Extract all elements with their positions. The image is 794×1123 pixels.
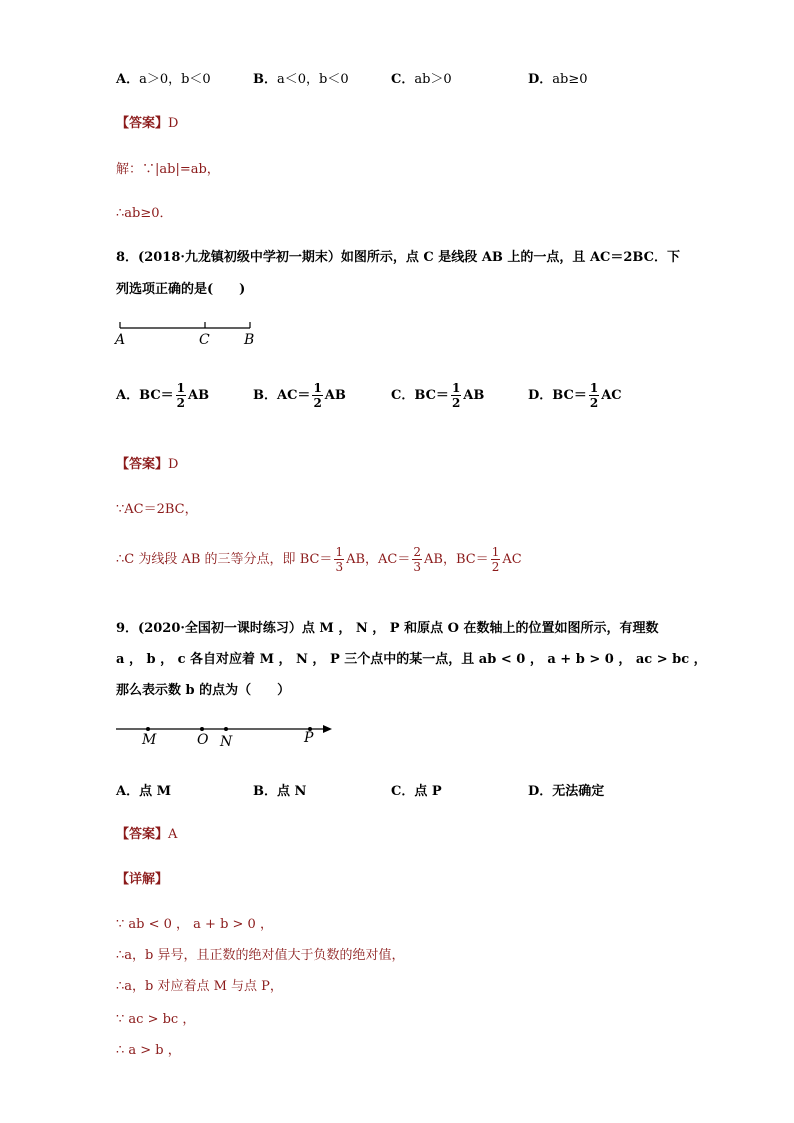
q8-stem-line-1: 8．(2018·九龙镇初级中学初一期末）如图所示，点 C 是线段 AB 上的一点，且 AC＝2BC．下 (116, 250, 681, 265)
point-label-a: A (115, 332, 126, 348)
q9-option-a: A．点 M (116, 784, 172, 799)
point-m (146, 727, 150, 731)
q7-option-b: B．a＜0，b＜0 (253, 72, 349, 87)
q9-detail-line-1: ∵ ab < 0 ， a + b > 0 ， (116, 917, 273, 932)
point-label-p: P (304, 730, 314, 746)
q9-stem-line-3: 那么表示数 b 的点为（ ） (116, 683, 291, 698)
q8-option-d: D．BC＝ $\frac{1}{2}$ AC (528, 381, 622, 410)
q7-option-d: D．ab≥0 (528, 72, 588, 87)
point-label-m: M (142, 732, 157, 748)
q8-option-a: A．BC＝ $\frac{1}{2}$ AB (116, 381, 210, 410)
q9-stem-line-2: a ， b ， c 各自对应着 M ， N ， P 三个点中的某一点，且 ab < 0 ， a + b > 0 ， ac > bc ， (116, 652, 707, 667)
q7-option-c: C．ab＞0 (391, 72, 452, 87)
q9-option-b: B．点 N (253, 784, 307, 799)
point-label-c: C (199, 332, 210, 348)
q8-option-c: C．BC＝ $\frac{1}{2}$ AB (391, 381, 485, 410)
q8-answer: 【答案】D (116, 457, 179, 472)
q9-answer: 【答案】A (116, 827, 178, 842)
q8-solution-line-2: ∴C 为线段 AB 的三等分点，即 BC＝ $\frac{1}{3}$ AB，AC＝ $\frac{2}{3}$ AB，BC＝ $\frac{1}{2}$ AC (116, 545, 522, 574)
point-o (200, 727, 204, 731)
q8-stem-line-2: 列选项正确的是( ) (116, 282, 246, 297)
q7-option-a: A．a＞0，b＜0 (116, 72, 211, 87)
q7-solution-line-1: 解：∵|ab|=ab， (116, 162, 220, 177)
q7-solution-line-2: ∴ab≥0． (116, 206, 173, 221)
q9-detail-line-5: ∴ a > b ， (116, 1043, 181, 1058)
point-label-n: N (220, 734, 233, 750)
q9-detail-tag: 【详解】 (116, 872, 169, 887)
point-label-o: O (197, 732, 209, 748)
point-n (224, 727, 228, 731)
q8-option-b: B．AC＝ $\frac{1}{2}$ AB (253, 381, 346, 410)
q9-detail-line-3: ∴a，b 对应着点 M 与点 P， (116, 979, 283, 994)
q9-detail-line-2: ∴a，b 异号，且正数的绝对值大于负数的绝对值， (116, 948, 405, 963)
q9-detail-line-4: ∵ ac > bc ， (116, 1012, 196, 1027)
arrow-icon (323, 725, 332, 733)
q7-answer: 【答案】D (116, 116, 179, 131)
q8-solution-line-1: ∵AC＝2BC， (116, 502, 198, 517)
q9-option-d: D．无法确定 (528, 784, 605, 799)
point-label-b: B (244, 332, 255, 348)
q9-stem-line-1: 9．(2020·全国初一课时练习）点 M ， N ， P 和原点 O 在数轴上的位置如图所示，有理数 (116, 621, 659, 636)
q9-option-c: C．点 P (391, 784, 442, 799)
